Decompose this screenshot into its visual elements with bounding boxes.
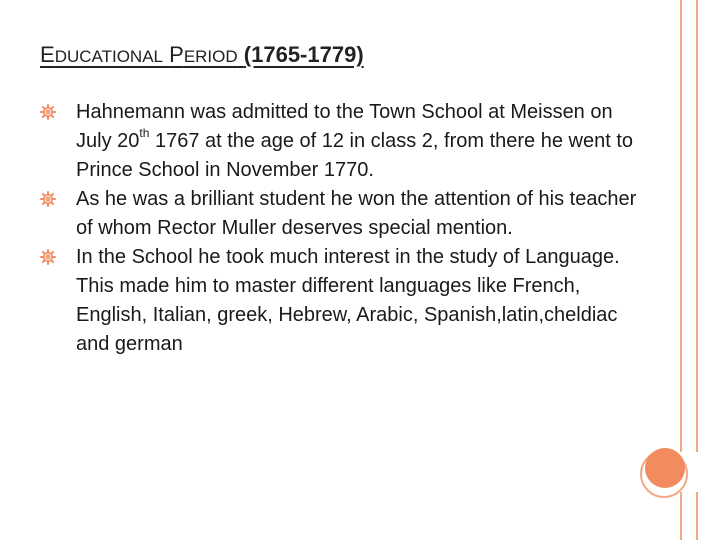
bullet-text: As he was a brilliant student he won the attention of his teacher of whom Rector Muller deserves special mention.	[76, 188, 637, 239]
title-initial: E	[40, 42, 55, 67]
list-item	[40, 98, 640, 185]
decorative-circle	[645, 448, 685, 488]
gear-icon	[40, 191, 56, 207]
title-years: (1765-1779)	[243, 42, 364, 67]
gear-icon	[40, 249, 56, 265]
bullet-list	[40, 98, 640, 359]
bullet-text: In the School he took much interest in the study of Language. This made him to master different languages like French, English, Italian, greek, Hebrew, Arabic, Spanish,latin,cheldiac and german	[76, 246, 620, 355]
gear-icon	[40, 104, 56, 120]
title-word: ERIOD	[183, 47, 238, 66]
title-initial: P	[169, 42, 184, 67]
decorative-border-line	[680, 492, 682, 540]
list-item	[40, 243, 640, 359]
bullet-superscript: th	[139, 126, 150, 141]
decorative-border-line	[680, 0, 682, 452]
decorative-border-line	[696, 0, 698, 452]
bullet-text: Hahnemann was admitted to the Town School at Meissen on July 20	[76, 101, 613, 152]
title-word: DUCATIONAL	[54, 47, 163, 66]
decorative-border-line	[696, 492, 698, 540]
bullet-text: 1767 at the age of 12 in class 2, from there he went to Prince School in November 1770.	[76, 130, 634, 181]
slide-title	[40, 42, 364, 68]
list-item	[40, 185, 640, 243]
